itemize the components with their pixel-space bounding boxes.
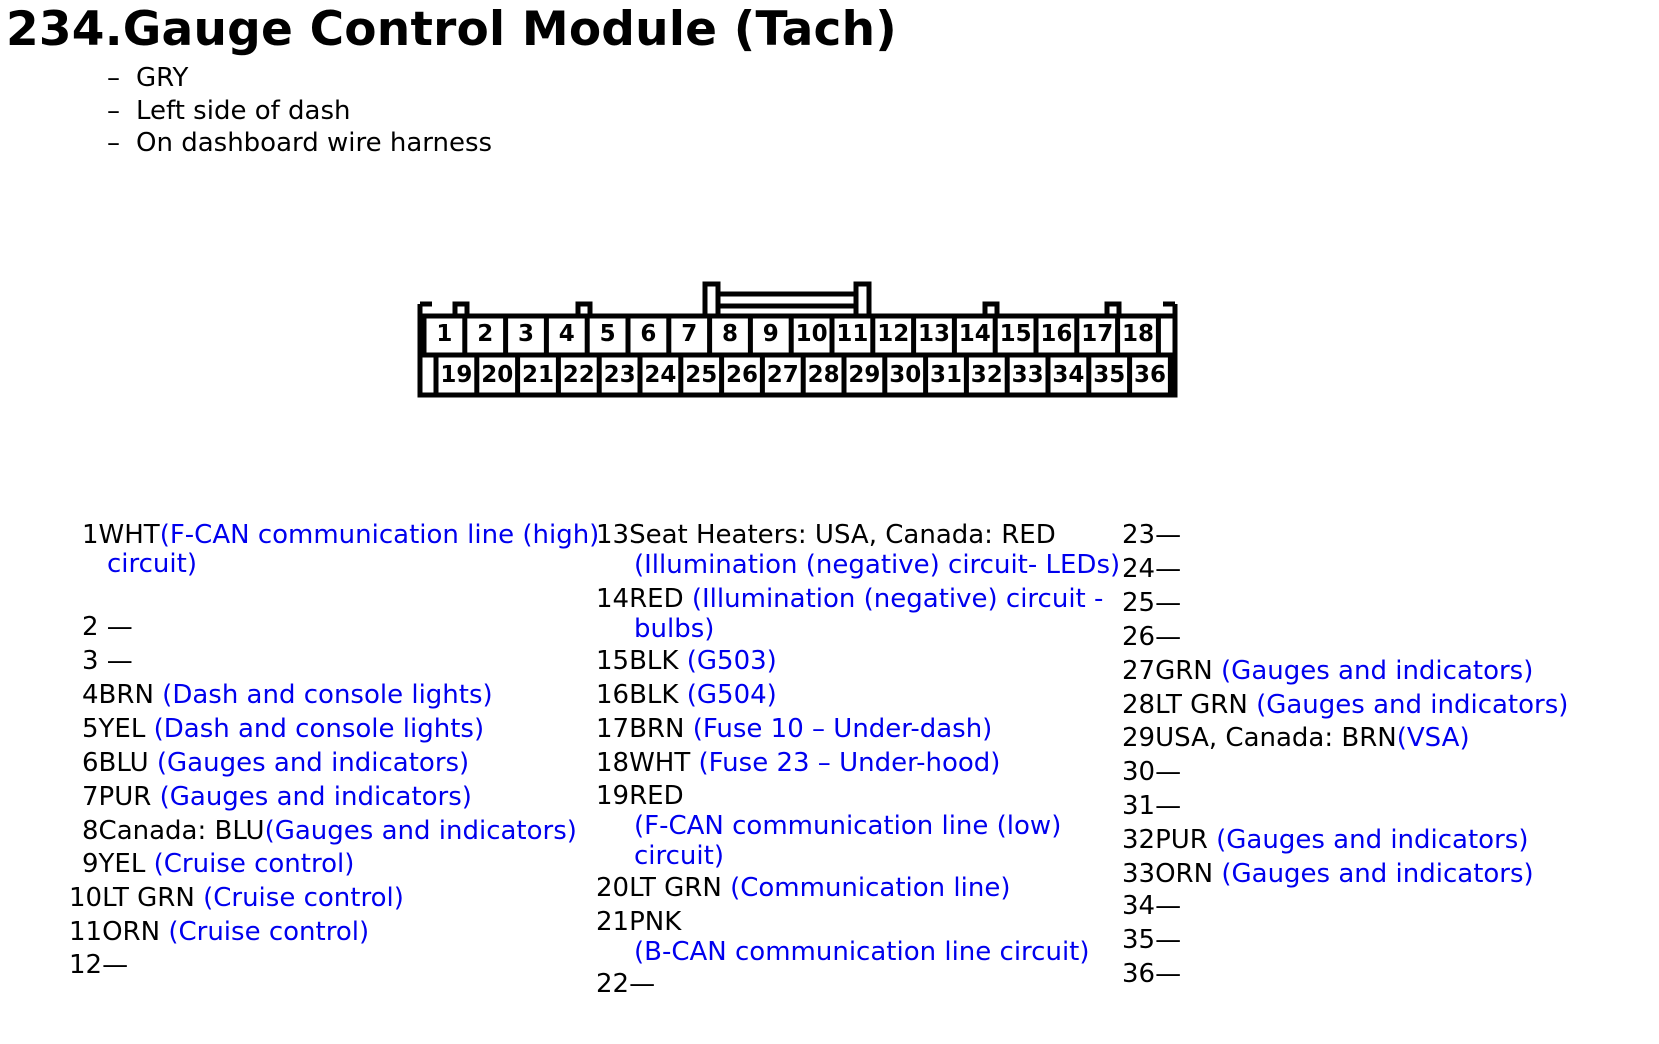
pin-number: 5 <box>599 321 616 347</box>
connector-diagram <box>0 0 1659 420</box>
list-dash: – <box>107 128 120 158</box>
pin-number: 24 <box>1122 554 1156 584</box>
wire-color: WHT <box>98 520 160 550</box>
wire-color: YEL <box>98 714 154 744</box>
pin-number: 29 <box>848 362 881 388</box>
wire-color: RED <box>629 584 692 614</box>
wire-color: — <box>1155 791 1182 821</box>
pin-number: 20 <box>596 873 630 903</box>
circuit-description: (Cruise control) <box>168 917 370 947</box>
pin-number: 24 <box>644 362 677 388</box>
pin-entry-20 <box>596 873 1010 903</box>
list-dash: – <box>107 96 120 126</box>
wire-color: Seat Heaters: USA, Canada: RED <box>629 520 1056 550</box>
circuit-description: (VSA) <box>1396 723 1470 753</box>
pin-number: 21 <box>521 362 555 388</box>
pin-number: 28 <box>807 362 840 388</box>
pin-entry-34 <box>1122 891 1181 921</box>
locator-tab <box>578 304 590 316</box>
wire-color: ORN <box>102 917 169 947</box>
wire-color: PUR <box>1155 825 1217 855</box>
circuit-description: (Illumination (negative) circuit - <box>691 584 1104 614</box>
pin-number: 9 <box>82 849 99 879</box>
circuit-description: (Communication line) <box>730 873 1011 903</box>
pin-number: 4 <box>82 680 99 710</box>
pin-number: 13 <box>917 321 951 347</box>
pin-entry-19 <box>596 781 684 811</box>
wire-color: — <box>98 612 133 642</box>
page-title: 234.Gauge Control Module (Tach) <box>6 2 897 57</box>
pin-number: 34 <box>1122 891 1156 921</box>
connector-location: Left side of dash <box>136 96 351 126</box>
pin-number: 12 <box>69 950 103 980</box>
pin-number: 11 <box>69 917 103 947</box>
pin-entry-36 <box>1122 959 1181 989</box>
circuit-description: (Gauges and indicators) <box>156 748 470 778</box>
pin-entry-24 <box>1122 554 1181 584</box>
pin-number: 23 <box>603 362 636 388</box>
pin-number: 19 <box>440 362 473 388</box>
pin-number: 3 <box>517 321 535 347</box>
pin-number: 5 <box>82 714 99 744</box>
pin-number: 4 <box>558 321 575 347</box>
wire-color: — <box>1155 959 1182 989</box>
wire-color: — <box>1155 554 1182 584</box>
pin-number: 35 <box>1093 362 1126 388</box>
pin-entry-27 <box>1122 656 1533 686</box>
pin-number: 15 <box>999 321 1032 347</box>
circuit-description: (Gauges and indicators) <box>1221 656 1534 686</box>
pin-entry-12 <box>69 950 128 980</box>
circuit-description: (Gauges and indicators) <box>159 782 472 812</box>
locator-tab <box>1107 304 1119 316</box>
pin-number: 2 <box>82 612 99 642</box>
pin-number: 31 <box>929 362 963 388</box>
pin-number: 26 <box>725 362 759 388</box>
latch-post-left <box>705 284 718 316</box>
locator-tab <box>985 304 997 316</box>
pin-number: 16 <box>1040 321 1073 347</box>
pin-number: 13 <box>596 520 630 550</box>
pin-entry-21 <box>596 907 681 937</box>
pin-number: 12 <box>877 321 910 347</box>
pin-number: 1 <box>82 520 99 550</box>
pin-entry-2 <box>82 612 133 642</box>
pin-number: 34 <box>1052 362 1085 388</box>
pin-number: 11 <box>836 321 869 347</box>
wire-color: PNK <box>629 907 682 937</box>
connector-color: GRY <box>136 63 189 93</box>
list-dash: – <box>107 63 120 93</box>
pin-number: 6 <box>82 748 99 778</box>
pin-number: 8 <box>721 321 739 347</box>
pin-number: 10 <box>795 321 828 347</box>
pin-entry-15 <box>596 646 777 676</box>
wire-color: BRN <box>629 714 693 744</box>
circuit-description: (G503) <box>686 646 777 676</box>
pin-number: 3 <box>82 646 99 676</box>
wire-color: — <box>102 950 129 980</box>
pin-number: 31 <box>1122 791 1156 821</box>
circuit-description: (Gauges and indicators) <box>264 816 577 846</box>
pin-number: 16 <box>596 680 630 710</box>
pin-number: 29 <box>1122 723 1156 753</box>
pin-entry-26 <box>1122 622 1181 652</box>
pin-entry-33 <box>1122 859 1534 889</box>
wire-color: — <box>98 646 133 676</box>
pin-entry-17 <box>596 714 992 744</box>
wire-color: — <box>1155 891 1182 921</box>
pin-number: 6 <box>640 321 657 347</box>
latch-post-right <box>856 284 869 316</box>
pin-number: 9 <box>762 321 779 347</box>
locator-tab <box>455 304 467 316</box>
pin-number: 17 <box>596 714 630 744</box>
circuit-description: (Cruise control) <box>203 883 404 913</box>
pin-number: 2 <box>477 321 494 347</box>
pin-number: 36 <box>1122 959 1156 989</box>
pin-number: 15 <box>596 646 630 676</box>
pin-number: 32 <box>1122 825 1156 855</box>
pin-entry-10 <box>69 883 404 913</box>
pin-number: 10 <box>69 883 103 913</box>
wire-color: — <box>629 969 656 999</box>
pin-number: 22 <box>562 362 595 388</box>
pin-number: 18 <box>1121 321 1155 347</box>
pin-entry-11 <box>69 917 369 947</box>
wire-color: WHT <box>629 748 699 778</box>
circuit-description: (Gauges and indicators) <box>1216 825 1529 855</box>
pin-entry-4 <box>82 680 493 710</box>
pin-number: 23 <box>1122 520 1156 550</box>
pin-entry-5 <box>82 714 484 744</box>
wire-color: LT GRN <box>1155 690 1257 720</box>
pin-entry-7 <box>82 782 472 812</box>
pin-entry-31 <box>1122 791 1181 821</box>
pin-entry-35 <box>1122 925 1181 955</box>
circuit-description: (Fuse 10 – Under-dash) <box>692 714 993 744</box>
pin-number: 14 <box>958 321 991 347</box>
pin-number: 21 <box>596 907 630 937</box>
circuit-description-continued: bulbs) <box>634 614 715 644</box>
circuit-description: (Dash and console lights) <box>153 714 485 744</box>
pin-number: 27 <box>1122 656 1156 686</box>
wire-color: USA, Canada: BRN <box>1155 723 1397 753</box>
pin-entry-30 <box>1122 757 1181 787</box>
circuit-description: (Gauges and indicators) <box>1221 859 1534 889</box>
connector-harness: On dashboard wire harness <box>136 128 493 158</box>
circuit-description: (Gauges and indicators) <box>1256 690 1569 720</box>
wire-color: BRN <box>98 680 163 710</box>
pin-entry-32 <box>1122 825 1528 855</box>
pin-number: 14 <box>596 584 630 614</box>
wire-color: LT GRN <box>102 883 204 913</box>
pin-number: 19 <box>596 781 630 811</box>
pin-number: 32 <box>970 362 1003 388</box>
wire-color: BLK <box>629 680 687 710</box>
circuit-description: (Cruise control) <box>153 849 355 879</box>
wire-color: ORN <box>1155 859 1222 889</box>
wire-color: — <box>1155 622 1182 652</box>
pin-number: 30 <box>889 362 922 388</box>
wire-color: LT GRN <box>629 873 731 903</box>
pin-entry-28 <box>1122 690 1568 720</box>
wire-color: GRN <box>1155 656 1222 686</box>
pin-number: 33 <box>1011 362 1044 388</box>
pin-entry-16 <box>596 680 777 710</box>
pin-entry-13 <box>596 520 1056 550</box>
circuit-description: (F-CAN communication line (high) <box>159 520 600 550</box>
pin-number: 22 <box>596 969 630 999</box>
circuit-description-continued: (F-CAN communication line (low) <box>634 811 1062 841</box>
circuit-description-continued: circuit) <box>107 549 197 579</box>
pin-entry-3 <box>82 646 133 676</box>
pin-entry-23 <box>1122 520 1181 550</box>
pin-number: 1 <box>436 321 453 347</box>
wire-color: — <box>1155 757 1182 787</box>
wire-color: — <box>1155 520 1182 550</box>
wire-color: — <box>1155 588 1182 618</box>
circuit-description-continued: (Illumination (negative) circuit- LEDs) <box>634 550 1121 580</box>
pin-number: 35 <box>1122 925 1156 955</box>
pin-number: 25 <box>1122 588 1156 618</box>
pin-number: 7 <box>681 321 698 347</box>
wire-color: YEL <box>98 849 154 879</box>
pin-number: 18 <box>596 748 630 778</box>
wire-color: PUR <box>98 782 160 812</box>
pin-number: 26 <box>1122 622 1156 652</box>
pin-number: 30 <box>1122 757 1156 787</box>
pin-entry-8 <box>82 816 577 846</box>
circuit-description: (G504) <box>686 680 777 710</box>
pin-number: 36 <box>1133 362 1167 388</box>
pin-number: 20 <box>481 362 514 388</box>
pin-entry-6 <box>82 748 469 778</box>
wire-color: BLK <box>629 646 687 676</box>
pin-entry-29 <box>1122 723 1470 753</box>
pin-number: 28 <box>1122 690 1156 720</box>
pin-entry-25 <box>1122 588 1181 618</box>
circuit-description: (Dash and console lights) <box>162 680 493 710</box>
circuit-description-continued: circuit) <box>634 841 724 871</box>
pin-number: 25 <box>685 362 718 388</box>
wire-color: BLU <box>98 748 157 778</box>
pin-entry-18 <box>596 748 1000 778</box>
circuit-description-continued: (B-CAN communication line circuit) <box>634 937 1090 967</box>
wire-color: RED <box>629 781 684 811</box>
wire-color: Canada: BLU <box>98 816 265 846</box>
pin-entry-1 <box>82 520 599 550</box>
pin-number: 7 <box>82 782 99 812</box>
pin-entry-9 <box>82 849 354 879</box>
pin-number: 8 <box>82 816 99 846</box>
pin-entry-22 <box>596 969 655 999</box>
circuit-description: (Fuse 23 – Under-hood) <box>698 748 1001 778</box>
pin-number: 17 <box>1081 321 1114 347</box>
pin-number: 27 <box>766 362 799 388</box>
wire-color: — <box>1155 925 1182 955</box>
pin-entry-14 <box>596 584 1103 614</box>
pin-number: 33 <box>1122 859 1156 889</box>
